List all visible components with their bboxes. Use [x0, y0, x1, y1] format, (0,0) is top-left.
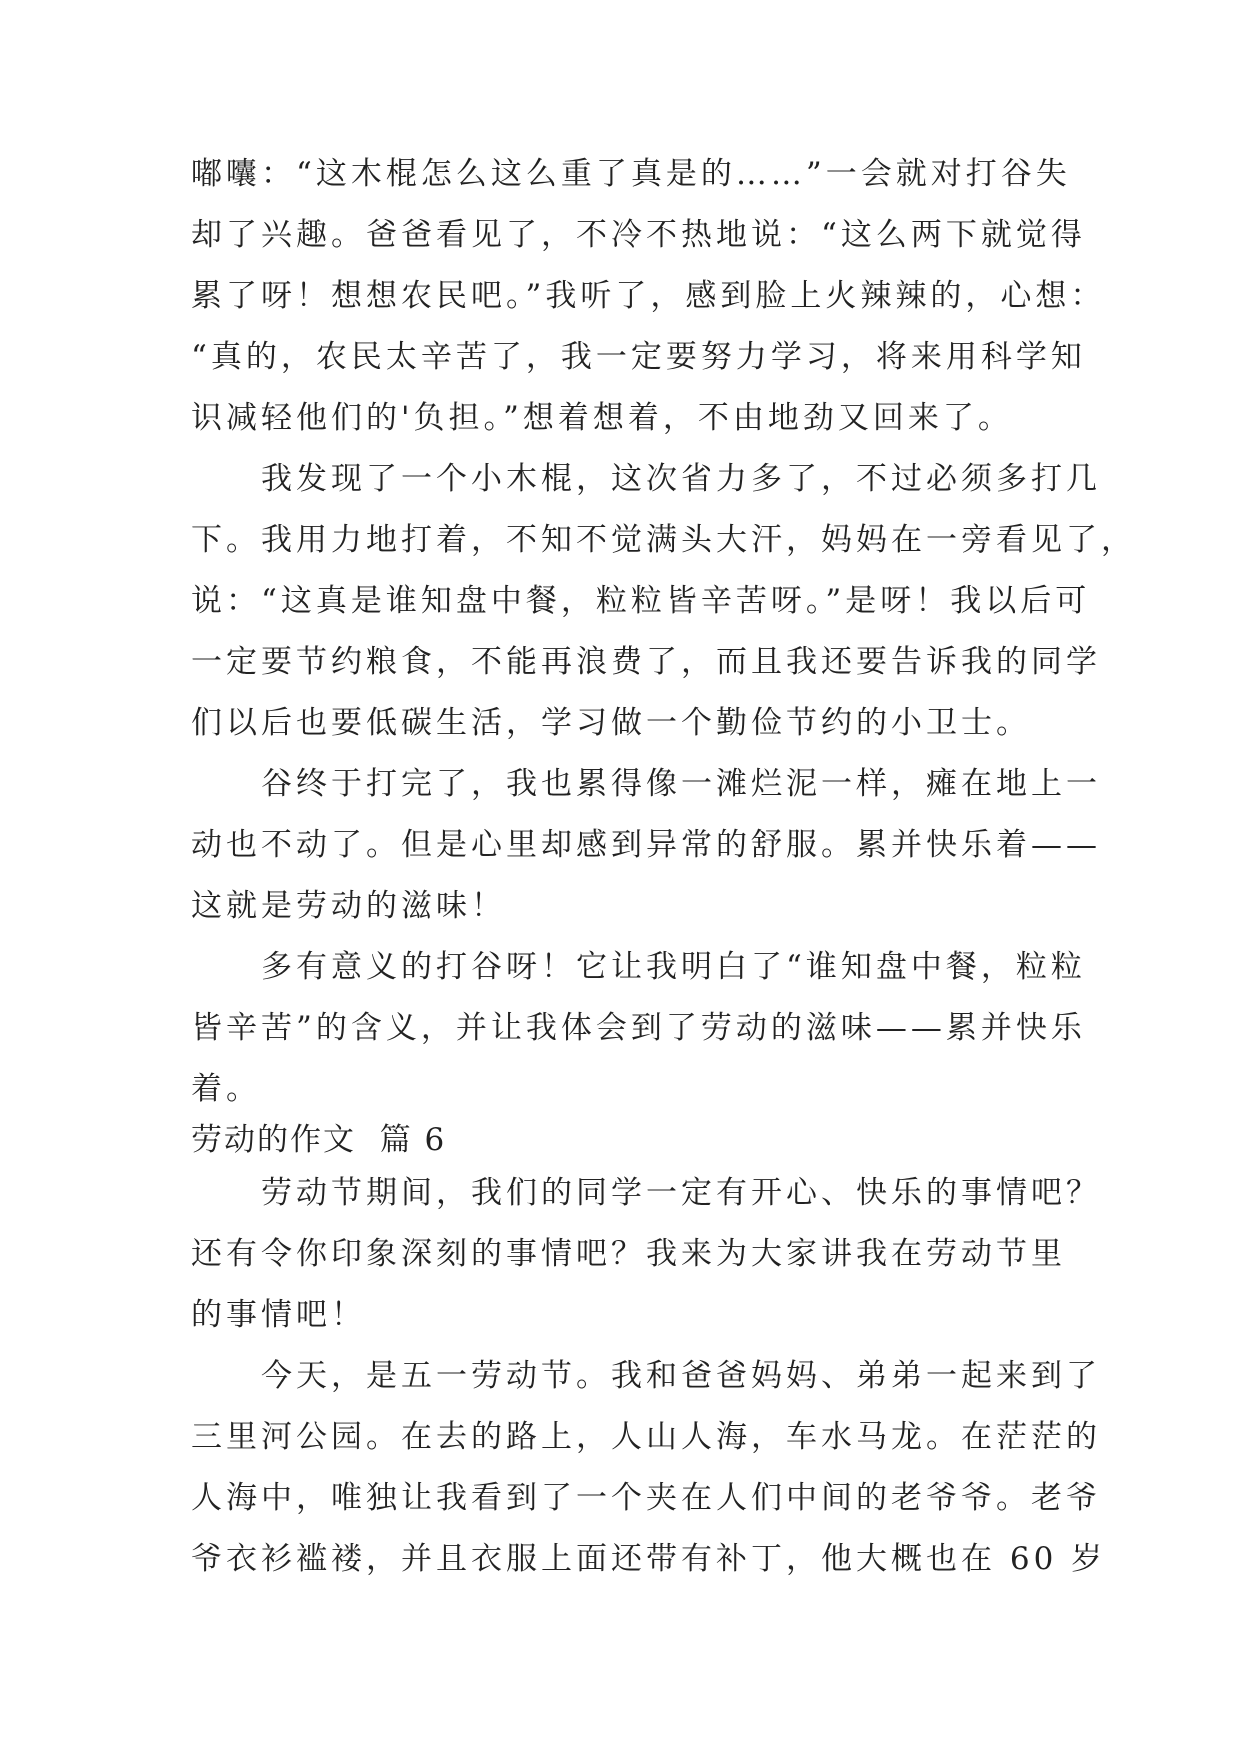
text-line: 却了兴趣。爸爸看见了，不冷不热地说：“这么两下就觉得	[191, 217, 1086, 253]
text-line: 谷终于打完了，我也累得像一滩烂泥一样，瘫在地上一	[191, 766, 1101, 802]
text-line: 说：“这真是谁知盘中餐，粒粒皆辛苦呀。”是呀！我以后可	[191, 583, 1091, 619]
text-line: 劳动节期间，我们的同学一定有开心、快乐的事情吧？	[191, 1175, 1101, 1211]
text-line: 下。我用力地打着，不知不觉满头大汗，妈妈在一旁看见了，	[191, 522, 1136, 558]
text-line: 三里河公园。在去的路上，人山人海，车水马龙。在茫茫的	[191, 1419, 1101, 1455]
text-line: 动也不动了。但是心里却感到异常的舒服。累并快乐着——	[191, 827, 1101, 863]
text-line: 还有令你印象深刻的事情吧？我来为大家讲我在劳动节里	[191, 1236, 1066, 1272]
section-heading: 劳动的作文 篇 6	[191, 1122, 447, 1158]
text-line: 今天，是五一劳动节。我和爸爸妈妈、弟弟一起来到了	[191, 1358, 1101, 1394]
text-line: 爷衣衫褴褛，并且衣服上面还带有补丁，他大概也在 60 岁	[191, 1541, 1107, 1577]
text-line: 这就是劳动的滋味！	[191, 888, 506, 924]
text-line: 皆辛苦”的含义，并让我体会到了劳动的滋味——累并快乐	[191, 1010, 1086, 1046]
text-line: 累了呀！想想农民吧。”我听了，感到脸上火辣辣的，心想：	[191, 278, 1106, 314]
text-line: 我发现了一个小木棍，这次省力多了，不过必须多打几	[191, 461, 1101, 497]
text-line: 多有意义的打谷呀！它让我明白了“谁知盘中餐，粒粒	[191, 949, 1086, 985]
text-line: 的事情吧！	[191, 1297, 366, 1333]
text-line: 识减轻他们的'负担。”想着想着，不由地劲又回来了。	[191, 400, 1013, 436]
text-line: 人海中，唯独让我看到了一个夹在人们中间的老爷爷。老爷	[191, 1480, 1101, 1516]
text-line: 们以后也要低碳生活，学习做一个勤俭节约的小卫士。	[191, 705, 1031, 741]
text-line: 嘟囔：“这木棍怎么这么重了真是的……”一会就对打谷失	[191, 156, 1071, 192]
text-line: “真的，农民太辛苦了，我一定要努力学习，将来用科学知	[191, 339, 1086, 375]
text-line: 一定要节约粮食，不能再浪费了，而且我还要告诉我的同学	[191, 644, 1101, 680]
text-line: 着。	[191, 1071, 261, 1107]
